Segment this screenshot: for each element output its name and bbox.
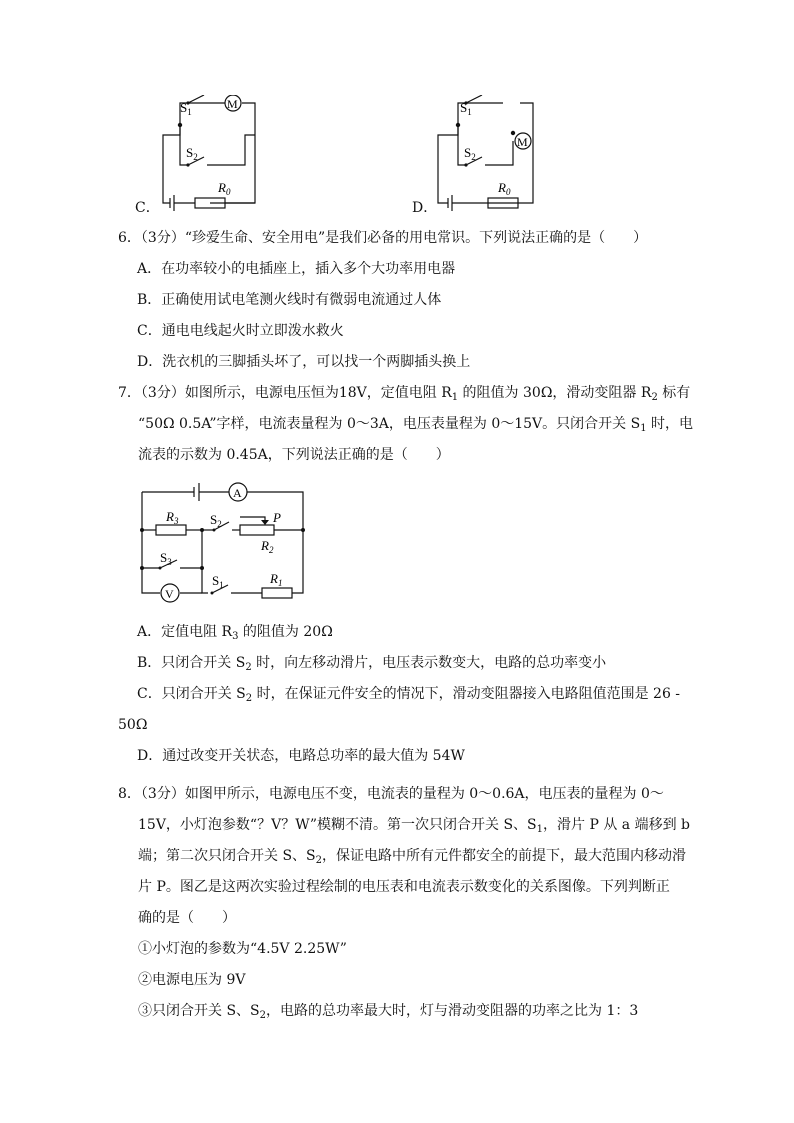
q6-option-a: A．在功率较小的电插座上，插入多个大功率用电器 [137,261,456,277]
q7-circuit-figure [130,478,315,608]
ammeter-label: A [233,486,242,500]
s3-label: $S_3$ [160,550,172,567]
q7-option-c: C．只闭合开关 $S_2$ 时，在保证元件安全的情况下，滑动变阻器接入电路阻值范围是 26 - [137,686,681,704]
s1-label: $S_1$ [212,573,224,590]
q6-stem: 6．（3分）“珍爱生命、安全用电”是我们必备的用电常识。下列说法正确的是（ ） [118,230,648,246]
q7-option-b: B．只闭合开关 $S_2$ 时，向左移动滑片，电压表示数变大，电路的总功率变小 [137,655,607,673]
q7-stem-line3: 流表的示数为 0.45A，下列说法正确的是（ ） [138,447,450,463]
motor-label: M [517,135,528,149]
s2-label: $S_2$ [186,145,198,162]
q6-option-b: B．正确使用试电笔测火线时有微弱电流通过人体 [137,292,442,308]
r3-label: $R_3$ [166,509,179,526]
q7-stem-line2: “50Ω 0.5A”字样，电流表量程为 0～3A，电压表量程为 0～15V。只闭合开关 $S_1$ 时，电 [138,416,694,434]
q8-stem-line1: 8．（3分）如图甲所示，电源电压不变，电流表的量程为 0～0.6A，电压表的量程为 0～ [118,786,664,802]
q7-option-d: D．通过改变开关状态，电路总功率的最大值为 54W [137,748,465,764]
q8-stem-line5: 确的是（ ） [138,910,236,926]
r0-label: $R_0$ [218,180,231,197]
q6-option-c: C．通电电线起火时立即泼水救火 [137,323,344,339]
voltmeter-label: V [165,587,174,601]
r1-label: $R_1$ [270,571,283,588]
r2-label: $R_2$ [261,538,274,555]
q8-stem-line2: 15V，小灯泡参数“？V？W”模糊不清。第一次只闭合开关 S、$S_1$，滑片 P 从 a 端移到 b [138,817,690,835]
q6-option-d: D．洗衣机的三脚插头坏了，可以找一个两脚插头换上 [137,354,471,370]
q8-stem-line3: 端；第二次只闭合开关 S、$S_2$，保证电路中所有元件都安全的前提下，最大范围内移动滑 [138,848,687,866]
q7-option-a: A．定值电阻 $R_3$ 的阻值为 20Ω [137,624,333,642]
q8-item-3: ③只闭合开关 S、$S_2$，电路的总功率最大时，灯与滑动变阻器的功率之比为 1：3 [138,1003,639,1021]
r0-label: $R_0$ [498,180,511,197]
q8-stem-line4: 片 P。图乙是这两次实验过程绘制的电压表和电流表示数变化的关系图像。下列判断正 [138,879,670,895]
s2-label: $S_2$ [210,512,222,529]
q8-item-2: ②电源电压为 9V [138,972,246,988]
option-d-label: D． [412,200,438,216]
s2-label: $S_2$ [464,145,476,162]
option-c-label: C． [135,200,160,216]
s1-label: $S_1$ [180,100,192,117]
q7-stem-line1: 7．（3分）如图所示，电源电压恒为18V，定值电阻 $R_1$ 的阻值为 30Ω，滑动变阻器 $R_2$ 标有 [118,385,691,403]
q7-option-c-cont: 50Ω [118,717,148,733]
p-label: P [273,510,281,525]
q8-item-1: ①小灯泡的参数为“4.5V 2.25W” [138,941,347,957]
s1-label: $S_1$ [460,100,472,117]
motor-label: M [227,97,238,111]
